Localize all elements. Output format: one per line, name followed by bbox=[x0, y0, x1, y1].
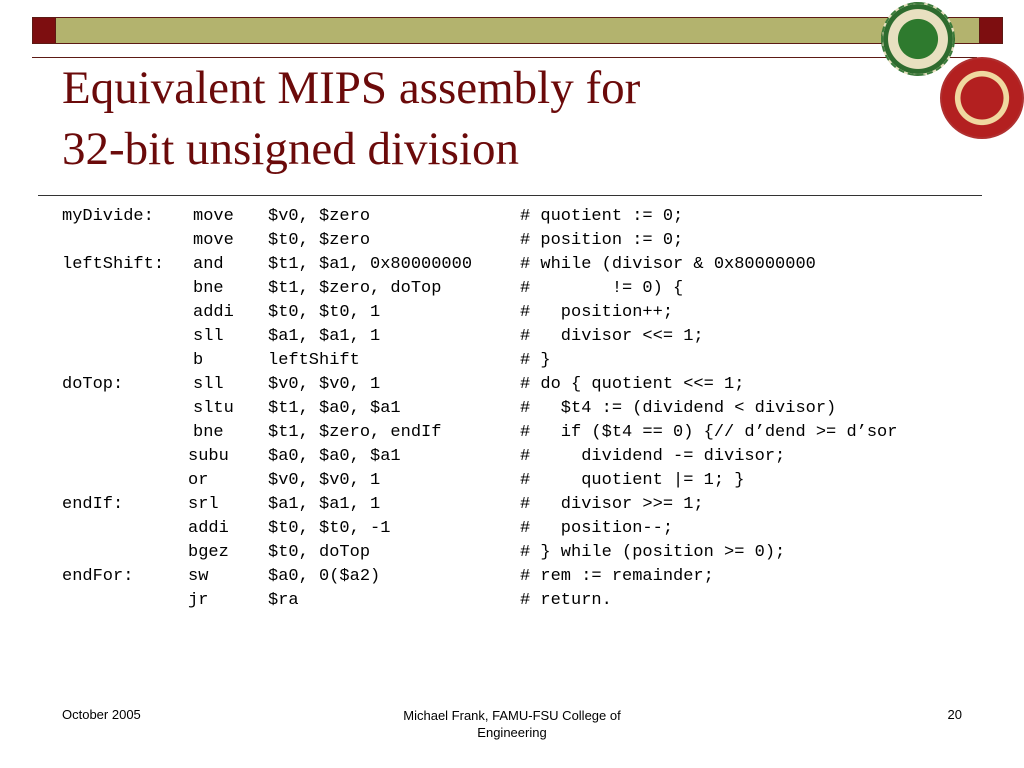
code-comment: # } while (position >= 0); bbox=[520, 543, 786, 562]
code-comment: # dividend -= divisor; bbox=[520, 447, 786, 466]
code-line bbox=[62, 445, 1002, 469]
code-line bbox=[62, 253, 1002, 277]
code-label: endFor: bbox=[62, 567, 134, 586]
code-comment: # $t4 := (dividend < divisor) bbox=[520, 399, 837, 418]
code-comment: # position := 0; bbox=[520, 231, 684, 250]
header-bar-underline bbox=[32, 43, 977, 58]
code-opcode: move bbox=[193, 231, 234, 250]
footer-page-number: 20 bbox=[947, 707, 962, 722]
code-operands: $t0, $zero bbox=[268, 231, 371, 250]
code-opcode: sw bbox=[188, 567, 209, 586]
code-opcode: sll bbox=[193, 375, 224, 394]
code-line bbox=[62, 349, 1002, 373]
code-opcode: b bbox=[193, 351, 204, 370]
code-opcode: bne bbox=[193, 423, 224, 442]
code-opcode: bne bbox=[193, 279, 224, 298]
title-divider bbox=[38, 195, 982, 196]
code-line bbox=[62, 301, 1002, 325]
code-operands: $t0, $t0, 1 bbox=[268, 303, 381, 322]
code-operands: $v0, $v0, 1 bbox=[268, 471, 381, 490]
slide-title bbox=[62, 58, 862, 180]
code-line bbox=[62, 373, 1002, 397]
code-operands: $v0, $zero bbox=[268, 207, 371, 226]
footer-date: October 2005 bbox=[62, 707, 141, 722]
fsu-seal-logo bbox=[940, 57, 1024, 139]
code-label: myDivide: bbox=[62, 207, 154, 226]
famu-seal-logo bbox=[881, 2, 955, 76]
code-label: endIf: bbox=[62, 495, 124, 514]
code-comment: # quotient |= 1; } bbox=[520, 471, 745, 490]
code-operands: $t1, $a0, $a1 bbox=[268, 399, 401, 418]
code-comment: # != 0) { bbox=[520, 279, 684, 298]
code-operands: $v0, $v0, 1 bbox=[268, 375, 381, 394]
slide-title-line2: 32-bit unsigned division bbox=[62, 123, 519, 175]
code-operands: $t1, $a1, 0x80000000 bbox=[268, 255, 473, 274]
code-operands: $t0, doTop bbox=[268, 543, 371, 562]
code-operands: $a1, $a1, 1 bbox=[268, 327, 381, 346]
code-comment: # rem := remainder; bbox=[520, 567, 714, 586]
code-comment: # position++; bbox=[520, 303, 674, 322]
code-line bbox=[62, 469, 1002, 493]
code-comment: # return. bbox=[520, 591, 612, 610]
code-operands: $t1, $zero, endIf bbox=[268, 423, 442, 442]
code-opcode: move bbox=[193, 207, 234, 226]
code-opcode: addi bbox=[188, 519, 229, 538]
code-opcode: and bbox=[193, 255, 224, 274]
code-line bbox=[62, 517, 1002, 541]
code-line bbox=[62, 325, 1002, 349]
code-opcode: addi bbox=[193, 303, 234, 322]
code-line bbox=[62, 493, 1002, 517]
slide-title-line1: Equivalent MIPS assembly for bbox=[62, 62, 641, 114]
code-line bbox=[62, 205, 1002, 229]
header-bar bbox=[32, 17, 1003, 44]
code-comment: # while (divisor & 0x80000000 bbox=[520, 255, 816, 274]
code-operands: $ra bbox=[268, 591, 299, 610]
code-comment: # position--; bbox=[520, 519, 674, 538]
code-comment: # divisor <<= 1; bbox=[520, 327, 704, 346]
code-comment: # if ($t4 == 0) {// d’dend >= d’sor bbox=[520, 423, 898, 442]
code-opcode: bgez bbox=[188, 543, 229, 562]
code-line bbox=[62, 277, 1002, 301]
code-operands: $t1, $zero, doTop bbox=[268, 279, 442, 298]
code-line bbox=[62, 589, 1002, 613]
code-operands: $a0, 0($a2) bbox=[268, 567, 381, 586]
code-line bbox=[62, 421, 1002, 445]
code-line bbox=[62, 229, 1002, 253]
code-comment: # divisor >>= 1; bbox=[520, 495, 704, 514]
code-line bbox=[62, 397, 1002, 421]
code-comment: # quotient := 0; bbox=[520, 207, 684, 226]
code-opcode: sll bbox=[193, 327, 224, 346]
header-bar-left-square bbox=[32, 17, 56, 44]
code-label: leftShift: bbox=[62, 255, 165, 274]
header-bar-right-square bbox=[979, 17, 1003, 44]
code-opcode: jr bbox=[188, 591, 209, 610]
code-line bbox=[62, 541, 1002, 565]
code-opcode: or bbox=[188, 471, 209, 490]
assembly-code-block bbox=[62, 205, 1002, 613]
code-opcode: srl bbox=[188, 495, 219, 514]
code-operands: $t0, $t0, -1 bbox=[268, 519, 391, 538]
code-comment: # do { quotient <<= 1; bbox=[520, 375, 745, 394]
code-operands: leftShift bbox=[268, 351, 360, 370]
code-comment: # } bbox=[520, 351, 551, 370]
code-line bbox=[62, 565, 1002, 589]
code-label: doTop: bbox=[62, 375, 124, 394]
footer-author: Michael Frank, FAMU-FSU College of Engineering bbox=[403, 708, 621, 740]
code-opcode: sltu bbox=[193, 399, 234, 418]
code-opcode: subu bbox=[188, 447, 229, 466]
code-operands: $a0, $a0, $a1 bbox=[268, 447, 401, 466]
code-operands: $a1, $a1, 1 bbox=[268, 495, 381, 514]
